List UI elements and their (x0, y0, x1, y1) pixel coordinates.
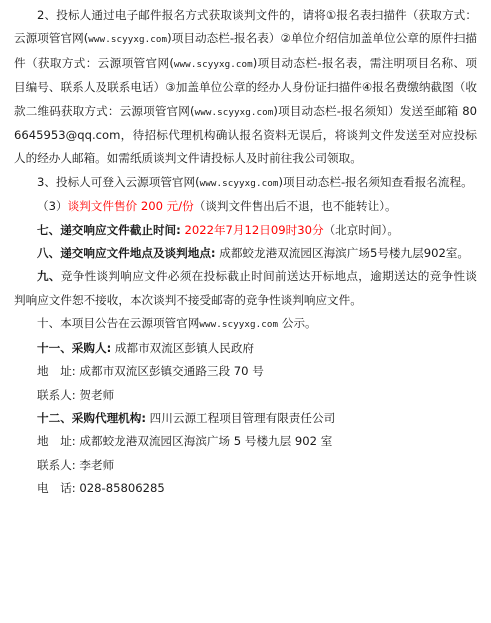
agency-contact-line (14, 454, 477, 477)
purchaser-contact-line (14, 384, 477, 407)
purchaser-label: 十一、采购人: (37, 340, 112, 355)
fee-price: 谈判文件售价 200 元/份 (67, 199, 194, 214)
agency-label: 十二、采购代理机构: (37, 410, 146, 425)
agency-phone-line (14, 477, 477, 500)
online-registration-text-1: 3、投标人可登入云源项管官网( (37, 174, 200, 189)
purchaser-contact: 贺老师 (79, 387, 115, 402)
purchaser-contact-label: 联系人: (37, 387, 76, 402)
agency-address-label: 地 址: (37, 434, 76, 449)
deadline-datetime: 2022年7月12日09时30分 (184, 222, 324, 237)
section-announcement (14, 312, 477, 336)
agency-address-line (14, 430, 477, 453)
agency-address: 成都蛟龙港双流园区海滨广场 5 号楼九层 902 室 (79, 434, 333, 449)
website-url: www.scyyxg.com (194, 106, 274, 118)
paragraph-email-registration (14, 4, 477, 171)
agency-contact-label: 联系人: (37, 457, 76, 472)
agency-phone: 028-85806285 (79, 481, 165, 496)
website-url: www.scyyxg.com (88, 34, 168, 46)
section-submission-deadline (14, 219, 477, 242)
email-registration-text-4: )项目动态栏-报名须知）发送至邮箱 806645953@qq.com，待招标代理机构确认报名资料无误后，将谈判文件发送至对应投标人的经办人邮箱。如需纸质谈判文件请投标人及时前往我公司领取。 (14, 103, 477, 166)
announcement-text-1: 十、本项目公告在云源项管官网 (37, 316, 200, 331)
website-url: www.scyyxg.com (199, 177, 279, 189)
online-registration-text-2: )项目动态栏-报名须知查看报名流程。 (278, 174, 473, 189)
fee-note: （谈判文件售出后不退，也不能转让）。 (193, 199, 397, 214)
agency-phone-label: 电 话: (37, 481, 76, 496)
deadline-label: 七、递交响应文件截止时间: (37, 222, 181, 237)
email-registration-text-2: )项目动态栏-报名表）②单位介绍信加盖单位公章的原件扫描件（获取方式：云源项管官网( (14, 31, 477, 70)
fee-prefix: （3） (37, 199, 68, 214)
late-submission-text: 竞争性谈判响应文件必须在投标截止时间前送达开标地点，逾期送达的竞争性谈判响应文件恕不接收，本次谈判不接受邮寄的竞争性谈判响应文件。 (14, 269, 477, 307)
purchaser-address-label: 地 址: (37, 364, 76, 379)
paragraph-online-registration (14, 171, 477, 195)
website-url: www.scyyxg.com (199, 319, 279, 331)
announcement-text-2: 公示。 (281, 316, 317, 331)
section-agency (14, 407, 477, 430)
purchaser-name: 成都市双流区彭镇人民政府 (114, 340, 255, 355)
website-url: www.scyyxg.com (173, 58, 253, 70)
section-purchaser (14, 337, 477, 360)
agency-name: 四川云源工程项目管理有限责任公司 (149, 410, 336, 425)
deadline-timezone: （北京时间）。 (323, 222, 399, 237)
agency-contact: 李老师 (79, 457, 115, 472)
email-registration-text-1: 2、投标人通过电子邮件报名方式获取谈判文件的，请将①报名表扫描件（获取方式：云源项管官网( (14, 8, 477, 46)
purchaser-address: 成都市双流区彭镇交通路三段 70 号 (79, 364, 264, 379)
section-late-submission (14, 265, 477, 312)
late-submission-label: 九、 (37, 269, 61, 284)
location-text: 成都蛟龙港双流园区海滨广场5号楼九层902室。 (219, 246, 470, 261)
paragraph-document-fee (14, 195, 477, 218)
purchaser-address-line (14, 360, 477, 383)
email-registration-text-3: )项目动态栏-报名表，需注明项目名称、项目编号、联系人及联系电话）③加盖单位公章的经办人身份证扫描件④报名费缴纳截图（收款二维码获取方式：云源项管官网( (14, 55, 477, 118)
section-submission-location (14, 242, 477, 265)
location-label: 八、递交响应文件地点及谈判地点: (37, 246, 216, 261)
